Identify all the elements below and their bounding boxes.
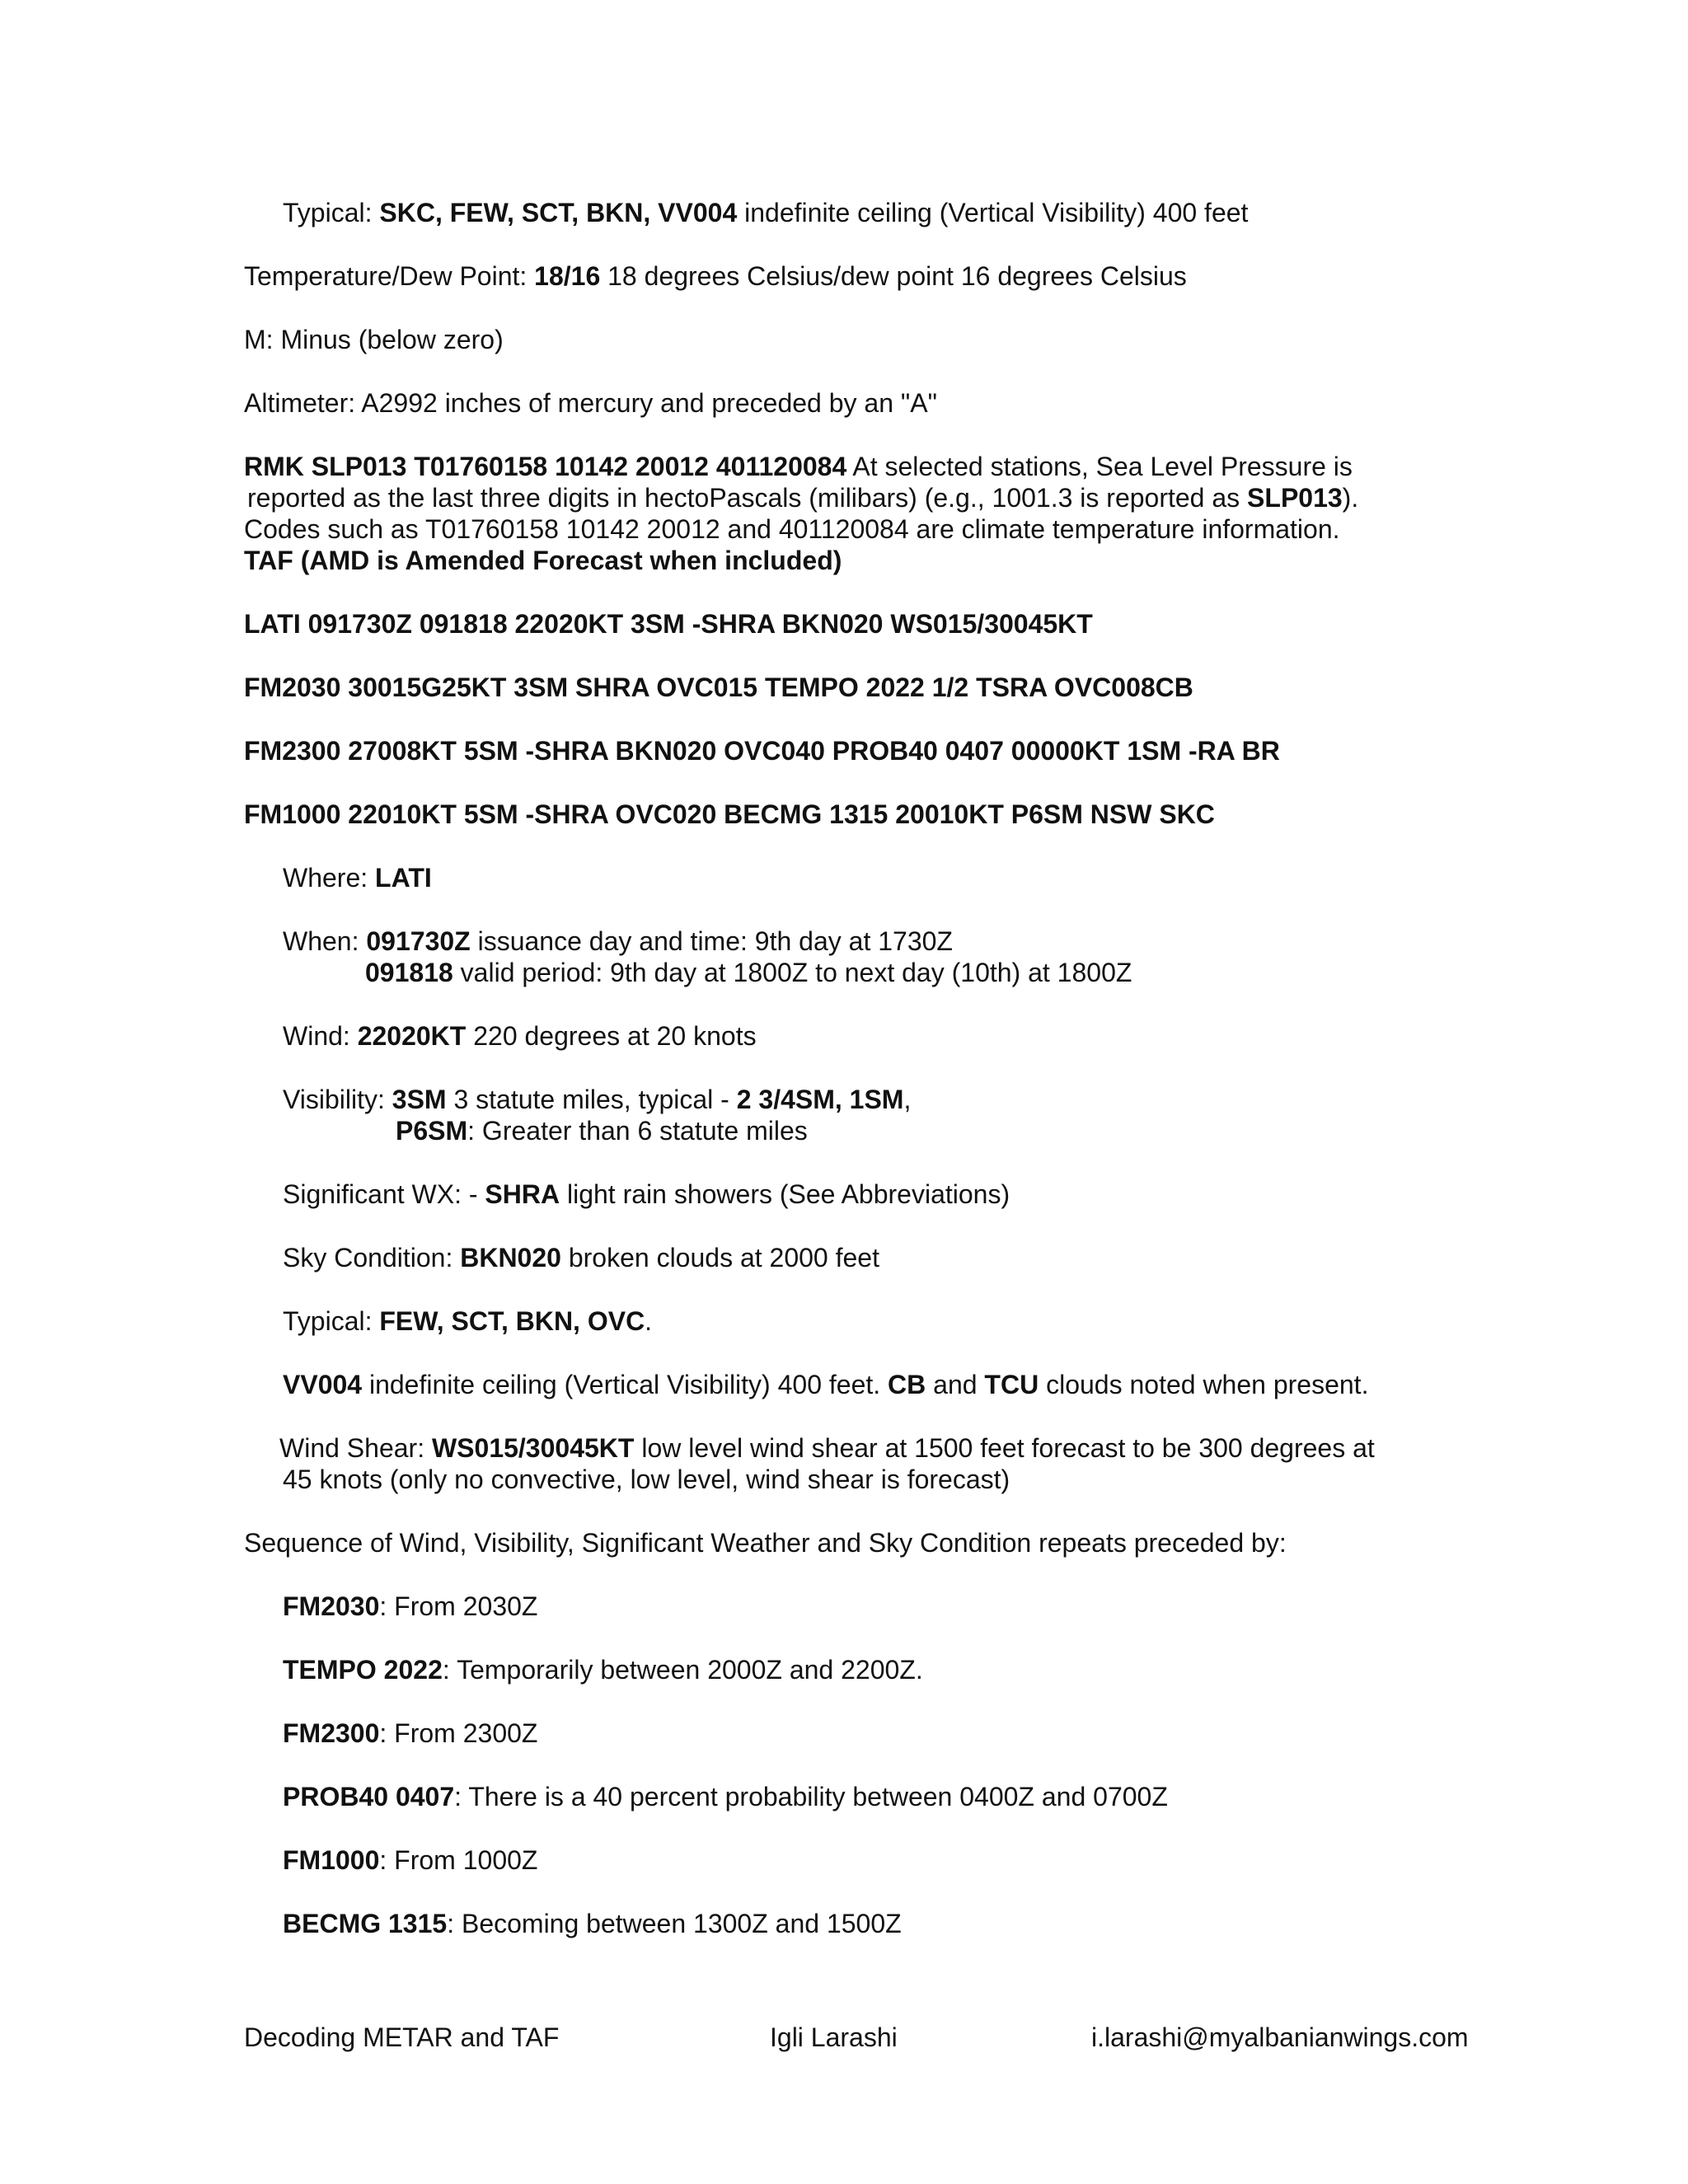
- sigwx-desc: light rain showers (See Abbreviations): [560, 1179, 1010, 1209]
- taf-line-text: FM2300 27008KT 5SM -SHRA BKN020 OVC040 PROB40 0407 00000KT 1SM -RA BR: [244, 736, 1280, 766]
- vv-cb: CB: [888, 1370, 926, 1399]
- altimeter-line: Altimeter: A2992 inches of mercury and preceded by an "A": [244, 388, 937, 418]
- group-line: [283, 1654, 923, 1685]
- group-code: BECMG 1315: [283, 1909, 448, 1938]
- visibility-typical: 2 3/4SM, 1SM: [736, 1085, 904, 1114]
- typical-2-line: [283, 1305, 652, 1337]
- rmk-code: RMK SLP013 T01760158 10142 20012 401120084: [244, 452, 847, 481]
- taf-line: [244, 799, 1215, 830]
- minus-line: M: Minus (below zero): [244, 325, 504, 354]
- group-line: [283, 1908, 902, 1939]
- visibility-label: Visibility:: [283, 1085, 392, 1114]
- when-label: When:: [283, 926, 367, 956]
- sigwx-line: [283, 1179, 1010, 1210]
- taf-line-text: LATI 091730Z 091818 22020KT 3SM -SHRA BKN020 WS015/30045KT: [244, 609, 1093, 639]
- temp-desc: 18 degrees Celsius/dew point 16 degrees Celsius: [600, 261, 1187, 291]
- vv-desc-2: clouds noted when present.: [1039, 1370, 1369, 1399]
- vv-and: and: [926, 1370, 985, 1399]
- group-line: [283, 1718, 537, 1749]
- taf-heading: [244, 545, 842, 576]
- vv-tcu: TCU: [984, 1370, 1039, 1399]
- taf-line-text: FM2030 30015G25KT 3SM SHRA OVC015 TEMPO 2022 1/2 TSRA OVC008CB: [244, 673, 1193, 702]
- group-line: [283, 1781, 1168, 1812]
- rmk-desc-2c: ).: [1342, 483, 1359, 513]
- group-code: PROB40 0407: [283, 1782, 455, 1811]
- group-desc: : Becoming between 1300Z and 1500Z: [447, 1909, 902, 1938]
- wind-shear-label: Wind Shear:: [279, 1433, 432, 1463]
- taf-line-text: FM1000 22010KT 5SM -SHRA OVC020 BECMG 1315 20010KT P6SM NSW SKC: [244, 799, 1215, 829]
- visibility-comma: ,: [903, 1085, 912, 1114]
- vv-line: [283, 1369, 1368, 1400]
- group-desc: : From 2030Z: [379, 1591, 538, 1621]
- when-line-1: [283, 926, 953, 957]
- sky-typical-desc: indefinite ceiling (Vertical Visibility) 400 feet: [737, 198, 1249, 227]
- group-line: [283, 1591, 537, 1622]
- wind-shear-desc-1: low level wind shear at 1500 feet forecast to be 300 degrees at: [634, 1433, 1375, 1463]
- sky-code: BKN020: [460, 1243, 561, 1272]
- vv-code: VV004: [283, 1370, 363, 1399]
- taf-line: [244, 608, 1093, 640]
- where-line: [283, 862, 432, 893]
- taf-line: [244, 672, 1193, 703]
- when-code-2: 091818: [365, 958, 453, 987]
- vv-desc-1: indefinite ceiling (Vertical Visibility) 400 feet.: [362, 1370, 889, 1399]
- when-desc-1: issuance day and time: 9th day at 1730Z: [470, 926, 953, 956]
- wind-code: 22020KT: [357, 1021, 467, 1051]
- wind-desc: 220 degrees at 20 knots: [466, 1021, 757, 1051]
- visibility-line-1: [283, 1084, 911, 1115]
- visibility-code-2: P6SM: [396, 1116, 468, 1146]
- group-desc: : There is a 40 percent probability between 0400Z and 0700Z: [454, 1782, 1168, 1811]
- visibility-code: 3SM: [392, 1085, 447, 1114]
- when-desc-2: valid period: 9th day at 1800Z to next day (10th) at 1800Z: [452, 958, 1132, 987]
- group-code: FM1000: [283, 1845, 380, 1875]
- sequence-line: Sequence of Wind, Visibility, Significant Weather and Sky Condition repeats preceded by:: [244, 1528, 1287, 1558]
- visibility-desc-2: : Greater than 6 statute miles: [467, 1116, 808, 1146]
- footer-author: Igli Larashi: [770, 2022, 898, 2052]
- sky-typical-codes: SKC, FEW, SCT, BKN, VV004: [379, 198, 738, 227]
- sky-typical-label: Typical:: [283, 198, 380, 227]
- temp-label: Temperature/Dew Point:: [244, 261, 535, 291]
- group-line: [283, 1844, 537, 1876]
- when-code-1: 091730Z: [366, 926, 471, 956]
- rmk-desc-1: At selected stations, Sea Level Pressure is: [846, 452, 1353, 481]
- sky-condition-line: [283, 1242, 879, 1273]
- footer-email: i.larashi@myalbanianwings.com: [1091, 2022, 1469, 2052]
- rmk-line-1: [244, 451, 1353, 482]
- visibility-line-2: [396, 1115, 808, 1146]
- wind-shear-line-2: 45 knots (only no convective, low level, wind shear is forecast): [283, 1465, 1010, 1494]
- sigwx-code: SHRA: [485, 1179, 560, 1209]
- visibility-desc: 3 statute miles, typical -: [446, 1085, 737, 1114]
- wind-shear-line-1: [279, 1432, 1375, 1464]
- sigwx-label: Significant WX: -: [283, 1179, 485, 1209]
- sky-label: Sky Condition:: [283, 1243, 461, 1272]
- taf-line: [244, 735, 1280, 766]
- wind-label: Wind:: [283, 1021, 358, 1051]
- typical-2-end: .: [645, 1306, 653, 1336]
- taf-heading-text: TAF (AMD is Amended Forecast when included): [244, 546, 842, 575]
- typical-2-codes: FEW, SCT, BKN, OVC: [379, 1306, 645, 1336]
- group-code: TEMPO 2022: [283, 1655, 443, 1685]
- sky-desc: broken clouds at 2000 feet: [560, 1243, 879, 1272]
- temp-code: 18/16: [534, 261, 601, 291]
- typical-2-label: Typical:: [283, 1306, 380, 1336]
- temp-line: [244, 260, 1187, 292]
- sky-typical-line: [283, 197, 1248, 228]
- wind-shear-code: WS015/30045KT: [431, 1433, 635, 1463]
- where-label: Where:: [283, 863, 376, 893]
- group-desc: : Temporarily between 2000Z and 2200Z.: [442, 1655, 923, 1685]
- group-desc: : From 2300Z: [379, 1718, 538, 1748]
- rmk-slp-code: SLP013: [1247, 483, 1343, 513]
- group-desc: : From 1000Z: [379, 1845, 538, 1875]
- when-line-2: [365, 957, 1132, 988]
- rmk-line-2: [247, 482, 1358, 513]
- footer-title: Decoding METAR and TAF: [244, 2022, 560, 2052]
- rmk-line-3: Codes such as T01760158 10142 20012 and 401120084 are climate temperature information.: [244, 514, 1340, 544]
- group-code: FM2030: [283, 1591, 380, 1621]
- where-code: LATI: [375, 863, 432, 893]
- wind-line: [283, 1020, 757, 1052]
- group-code: FM2300: [283, 1718, 380, 1748]
- rmk-desc-2a: reported as the last three digits in hectoPascals (milibars) (e.g., 1001.3 is reported as: [247, 483, 1248, 513]
